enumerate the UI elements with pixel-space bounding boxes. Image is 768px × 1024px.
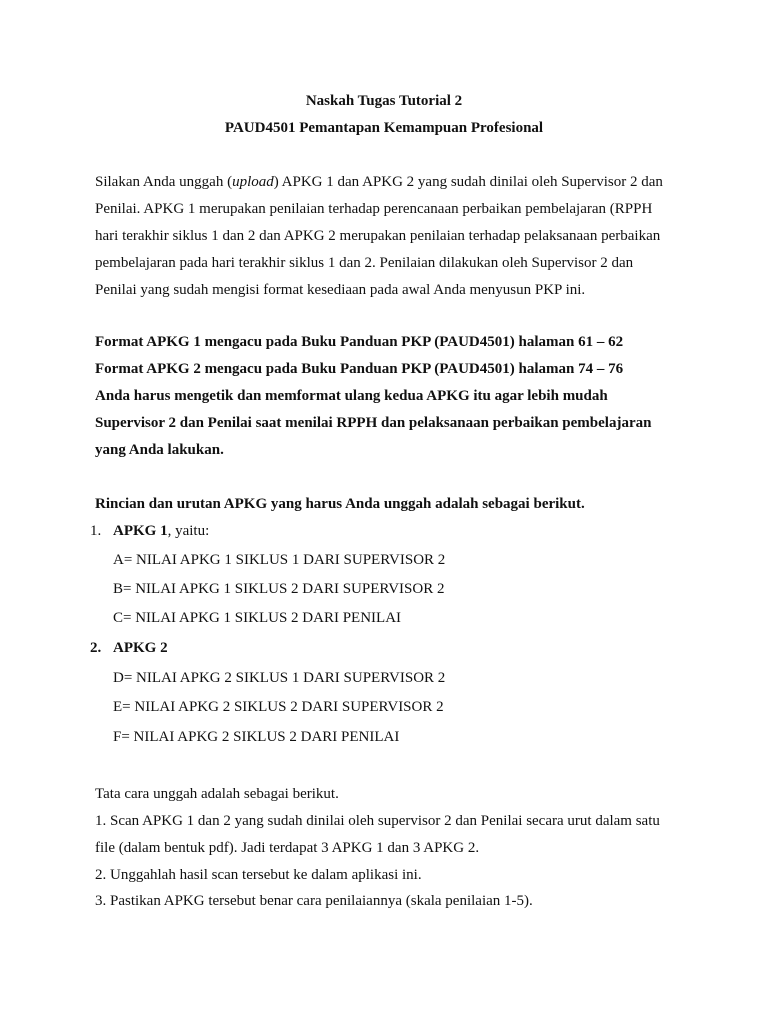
format-line-5: yang Anda lakukan. bbox=[95, 442, 224, 458]
list-item-2: APKG 2 bbox=[113, 640, 168, 656]
list-number-1: 1. bbox=[90, 523, 102, 539]
tata-step-3: 3. Pastikan APKG tersebut benar cara penilaiannya (skala penilaian 1-5). bbox=[95, 893, 533, 909]
apkg1-suffix: , yaitu: bbox=[167, 523, 210, 539]
apkg1-row-a: A= NILAI APKG 1 SIKLUS 1 DARI SUPERVISOR 2 bbox=[113, 552, 446, 568]
format-line-1: Format APKG 1 mengacu pada Buku Panduan PKP (PAUD4501) halaman 61 – 62 bbox=[95, 334, 624, 350]
apkg2-row-e: E= NILAI APKG 2 SIKLUS 2 DARI SUPERVISOR 2 bbox=[113, 699, 444, 715]
tata-step-1b: file (dalam bentuk pdf). Jadi terdapat 3 APKG 1 dan 3 APKG 2. bbox=[95, 840, 480, 856]
intro-line-4: pembelajaran pada hari terakhir siklus 1 dan 2. Penilaian dilakukan oleh Supervisor 2 dan bbox=[95, 255, 634, 271]
tata-step-2: 2. Unggahlah hasil scan tersebut ke dalam aplikasi ini. bbox=[95, 867, 422, 883]
tata-step-1a: 1. Scan APKG 1 dan 2 yang sudah dinilai oleh supervisor 2 dan Penilai secara urut dalam satu bbox=[95, 813, 660, 829]
list-number-2: 2. bbox=[90, 640, 102, 656]
intro-upload-emphasis: upload bbox=[232, 174, 274, 190]
apkg2-row-d: D= NILAI APKG 2 SIKLUS 1 DARI SUPERVISOR 2 bbox=[113, 670, 446, 686]
format-line-4: Supervisor 2 dan Penilai saat menilai RPPH dan pelaksanaan perbaikan pembelajaran bbox=[95, 415, 652, 431]
format-line-3: Anda harus mengetik dan memformat ulang kedua APKG itu agar lebih mudah bbox=[95, 388, 608, 404]
intro-line-2: Penilai. APKG 1 merupakan penilaian terhadap perencanaan perbaikan pembelajaran (RPPH bbox=[95, 201, 653, 217]
apkg1-label: APKG 1 bbox=[113, 523, 168, 539]
intro-line-1-post: ) APKG 1 dan APKG 2 yang sudah dinilai oleh Supervisor 2 dan bbox=[273, 174, 663, 190]
apkg1-row-b: B= NILAI APKG 1 SIKLUS 2 DARI SUPERVISOR 2 bbox=[113, 581, 445, 597]
intro-line-5: Penilai yang sudah mengisi format kesediaan pada awal Anda menyusun PKP ini. bbox=[95, 282, 586, 298]
tata-heading: Tata cara unggah adalah sebagai berikut. bbox=[95, 786, 339, 802]
rincian-heading: Rincian dan urutan APKG yang harus Anda unggah adalah sebagai berikut. bbox=[95, 496, 585, 512]
intro-line-1 bbox=[95, 172, 663, 192]
list-item-1 bbox=[113, 521, 209, 541]
document-title: Naskah Tugas Tutorial 2 bbox=[305, 93, 463, 109]
intro-line-3: hari terakhir siklus 1 dan 2 dan APKG 2 merupakan penilaian terhadap pelaksanaan perbaikan bbox=[95, 228, 661, 244]
intro-line-1-pre: Silakan Anda unggah ( bbox=[95, 174, 233, 190]
format-line-2: Format APKG 2 mengacu pada Buku Panduan PKP (PAUD4501) halaman 74 – 76 bbox=[95, 361, 624, 377]
apkg2-row-f: F= NILAI APKG 2 SIKLUS 2 DARI PENILAI bbox=[113, 729, 400, 745]
document-subtitle: PAUD4501 Pemantapan Kemampuan Profesional bbox=[224, 120, 544, 136]
apkg1-row-c: C= NILAI APKG 1 SIKLUS 2 DARI PENILAI bbox=[113, 610, 402, 626]
